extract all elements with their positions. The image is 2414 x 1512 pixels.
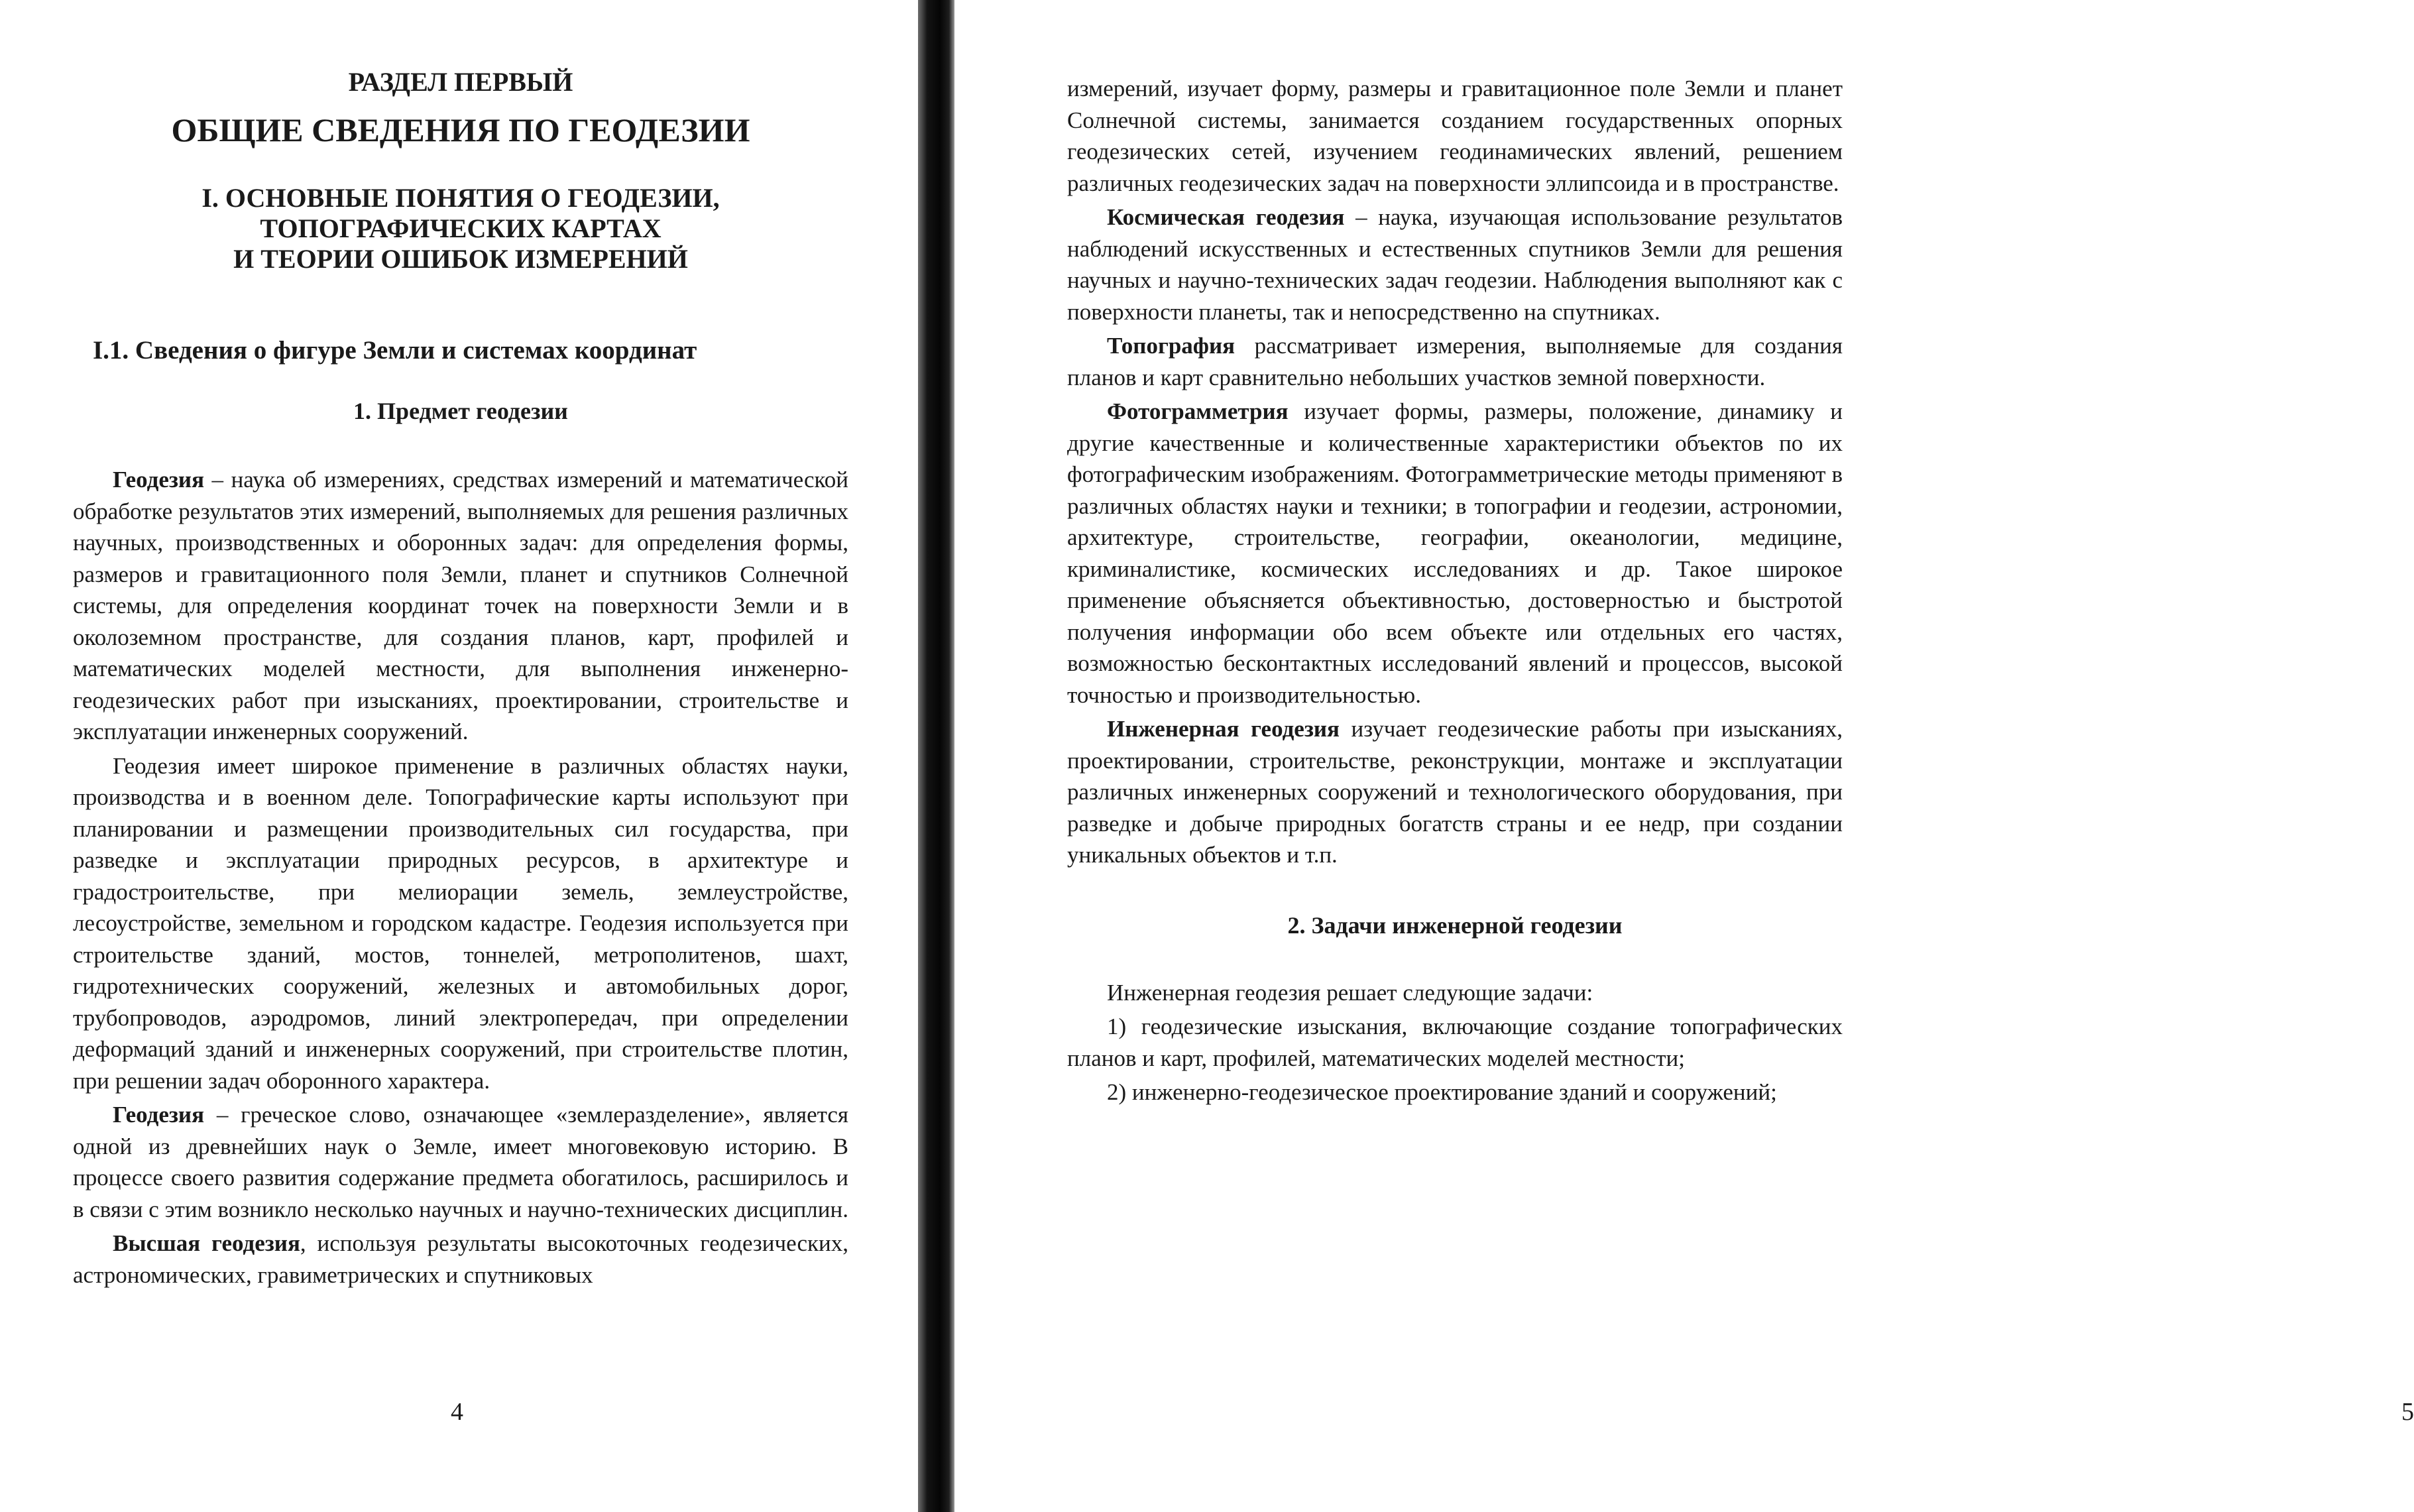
subchapter-title: I.1. Сведения о фигуре Земли и системах координат	[93, 336, 697, 365]
paragraph	[73, 1228, 848, 1291]
paragraph-text: изучает формы, размеры, положение, динамику и другие качественные и количественные характеристики объектов по их фотографическим изображениям. Фотограмметрические методы применяют в различных областях науки и техники; в топографии и геодезии, астрономии, архитектуре, строительстве, географии, океанологии, медицине, криминалистике, космических исследованиях и др. Такое широкое применение объясняется объективностью, достоверностью и быстротой получения информации обо всем объекте или отдельных его частях, возможностью бесконтактных исследований явлений и процессов, высокой точностью и производительностью.	[1067, 398, 1843, 708]
term: Геодезия	[113, 467, 205, 493]
left-page	[0, 0, 918, 1512]
term: Топография	[1107, 333, 1236, 359]
paragraph: Геодезия имеет широкое применение в различных областях науки, производства и в военном деле. Топографические карты используют при планировании и размещении производительных сил государства, при разведке и эксплуатации природных ресурсов, в архитектуре и градостроительстве, при мелиорации земель, землеустройстве, лесоустройстве, земельном и городском кадастре. Геодезия используется при строительстве зданий, мостов, тоннелей, метрополитенов, шахт, гидротехнических сооружений, железных и автомобильных дорог, трубопроводов, аэродромов, линий электропередач, при определении деформаций зданий и инженерных сооружений, при строительстве плотин, при решении задач оборонного характера.	[73, 752, 848, 1094]
chapter-title-line: И ТЕОРИИ ОШИБОК ИЗМЕРЕНИЙ	[233, 244, 688, 274]
paragraph	[1067, 330, 1843, 393]
book-gutter	[918, 0, 954, 1512]
paragraph: измерений, изучает форму, размеры и гравитационное поле Земли и планет Солнечной системы, занимается созданием государственных опорных геодезических сетей, изучением геодинамических явлений, решением различных геодезических задач на поверхности эллипсоида и в пространстве.	[1067, 76, 1843, 196]
chapter-title-line: I. ОСНОВНЫЕ ПОНЯТИЯ О ГЕОДЕЗИИ,	[201, 183, 720, 213]
tasks-list	[1067, 977, 1843, 1108]
section-label: РАЗДЕЛ ПЕРВЫЙ	[348, 67, 573, 97]
part-title: ОБЩИЕ СВЕДЕНИЯ ПО ГЕОДЕЗИИ	[171, 111, 750, 148]
paragraph	[1067, 202, 1843, 327]
left-page-content	[73, 66, 848, 1293]
term: Инженерная геодезия	[1107, 716, 1340, 742]
paragraph-text: рассматривает измерения, выполняемые для создания планов и карт сравнительно небольших участков земной поверхности.	[1067, 333, 1843, 390]
paragraph-heading: 1. Предмет геодезии	[353, 398, 568, 424]
page-number: 5	[2401, 1398, 2414, 1426]
right-page-content	[1067, 73, 1843, 1111]
list-item: 1) геодезические изыскания, включающие создание топографических планов и карт, профилей, математических моделей местности;	[1067, 1014, 1843, 1071]
paragraph	[1067, 713, 1843, 871]
paragraph-text: – греческое слово, означающее «землеразделение», является одной из древнейших наук о Земле, имеет многовековую историю. В процессе своего развития содержание предмета обогатилось, расширилось и в связи с этим возникло несколько научных и научно-технических дисциплин.	[73, 1102, 848, 1222]
term: Высшая геодезия	[113, 1230, 300, 1256]
term: Космическая геодезия	[1107, 204, 1345, 230]
paragraph	[73, 464, 848, 748]
term: Геодезия	[113, 1102, 205, 1128]
chapter-title	[73, 183, 848, 274]
paragraph: Инженерная геодезия решает следующие задачи:	[1107, 979, 1593, 1006]
right-body	[1067, 73, 1843, 871]
paragraph	[1067, 396, 1843, 711]
chapter-title-line: ТОПОГРАФИЧЕСКИХ КАРТАХ	[260, 213, 661, 243]
paragraph-text: – наука, изучающая использование результатов наблюдений искусственных и естественных спутников Земли для решения научных и научно-технических задач геодезии. Наблюдения выполняют как с поверхности планеты, так и непосредственно на спутниках.	[1067, 204, 1843, 325]
list-item: 2) инженерно-геодезическое проектирование зданий и сооружений;	[1107, 1079, 1777, 1105]
paragraph-text: – наука об измерениях, средствах измерений и математической обработке результатов этих измерений, выполняемых для решения различных научных, производственных и оборонных задач: для определения формы, размеров и гравитационного поля Земли, планет и спутников Солнечной системы, для определения координат точек на поверхности Земли и в околоземном пространстве, для создания планов, карт, профилей и математических моделей местности, для выполнения инженерно-геодезических работ при изысканиях, проектировании, строительстве и эксплуатации инженерных сооружений.	[73, 467, 848, 744]
paragraph-text: , используя результаты высокоточных геодезических, астрономических, гравиметрических и спутниковых	[73, 1230, 848, 1288]
paragraph-text: изучает геодезические работы при изысканиях, проектировании, строительстве, реконструкции, монтаже и эксплуатации различных инженерных сооружений и технологического оборудования, при разведке и добыче природных богатств страны и ее недр, при создании уникальных объектов и т.п.	[1067, 716, 1843, 868]
page-number: 4	[451, 1398, 463, 1426]
paragraph	[73, 1099, 848, 1225]
left-body	[73, 464, 848, 1291]
term: Фотограмметрия	[1107, 398, 1289, 424]
right-page	[954, 0, 2414, 1512]
section2-heading: 2. Задачи инженерной геодезии	[1287, 911, 1623, 939]
